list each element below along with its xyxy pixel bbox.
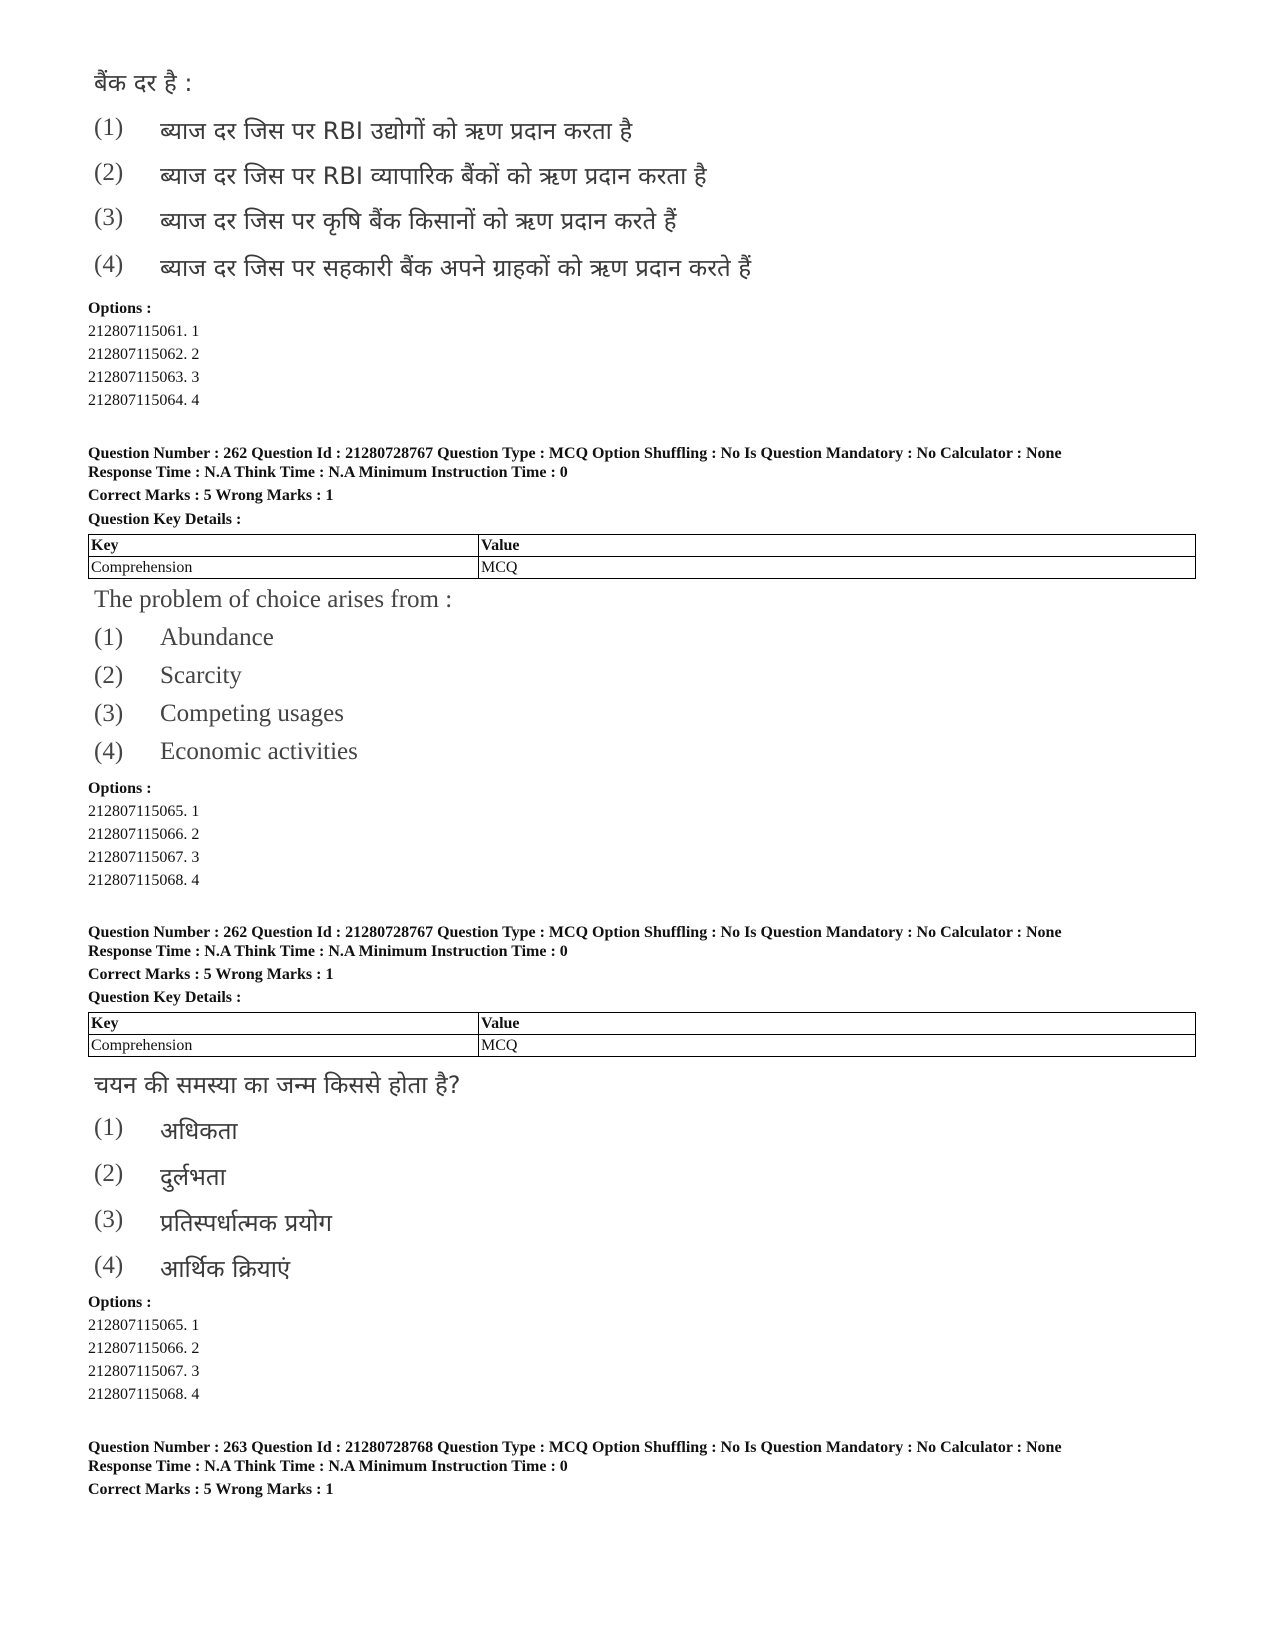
option-number: (4) [94, 251, 124, 278]
question-header-line: Question Number : 263 Question Id : 21280728768 Question Type : MCQ Option Shuffling : No Is Question Mandatory : No Calculator : None [88, 1439, 1062, 1456]
option-text: ब्याज दर जिस पर कृषि बैंक किसानों को ऋण प्रदान करते हैं [160, 207, 677, 235]
key-cell: Comprehension [89, 557, 479, 579]
option-text: आर्थिक क्रियाएं [160, 1255, 291, 1283]
option-text: ब्याज दर जिस पर सहकारी बैंक अपने ग्राहकों को ऋण प्रदान करते हैं [160, 254, 752, 282]
option-number: (3) [94, 204, 124, 231]
options-label: Options : [88, 1294, 152, 1311]
option-id: 212807115067. 3 [88, 849, 200, 866]
table-row [89, 1035, 1196, 1057]
value-header: Value [479, 1013, 1196, 1035]
option-id: 212807115068. 4 [88, 1386, 200, 1403]
option-id: 212807115066. 2 [88, 826, 200, 843]
option-id: 212807115063. 3 [88, 369, 200, 386]
key-details-label: Question Key Details : [88, 511, 242, 528]
option-text: ब्याज दर जिस पर RBI उद्योगों को ऋण प्रदान करता है [160, 117, 633, 145]
option-text: ब्याज दर जिस पर RBI व्यापारिक बैंकों को ऋण प्रदान करता है [160, 162, 707, 190]
option-text: दुर्लभता [160, 1163, 226, 1191]
question-header-line: Question Number : 262 Question Id : 21280728767 Question Type : MCQ Option Shuffling : No Is Question Mandatory : No Calculator : None [88, 924, 1062, 941]
option-number: (4) [94, 1252, 124, 1279]
option-id: 212807115068. 4 [88, 872, 200, 889]
option-number: (2) [94, 1160, 124, 1187]
option-number: (1) [94, 114, 124, 141]
key-header: Key [89, 1013, 479, 1035]
key-cell: Comprehension [89, 1035, 479, 1057]
value-header: Value [479, 535, 1196, 557]
option-text: Abundance [160, 624, 274, 651]
marks-line: Correct Marks : 5 Wrong Marks : 1 [88, 966, 334, 983]
options-label: Options : [88, 300, 152, 317]
option-id: 212807115065. 1 [88, 803, 200, 820]
option-id: 212807115064. 4 [88, 392, 200, 409]
table-row [89, 535, 1196, 557]
key-header: Key [89, 535, 479, 557]
option-number: (1) [94, 624, 124, 651]
question-key-table [88, 534, 1196, 579]
option-text: अधिकता [160, 1117, 238, 1145]
option-number: (4) [94, 738, 124, 765]
question-header-line: Question Number : 262 Question Id : 21280728767 Question Type : MCQ Option Shuffling : No Is Question Mandatory : No Calculator : None [88, 445, 1062, 462]
option-text: प्रतिस्पर्धात्मक प्रयोग [160, 1209, 332, 1237]
question-header-line: Response Time : N.A Think Time : N.A Minimum Instruction Time : 0 [88, 464, 568, 481]
question-title: The problem of choice arises from : [94, 586, 453, 613]
option-id: 212807115061. 1 [88, 323, 200, 340]
option-text: Scarcity [160, 662, 242, 689]
option-id: 212807115066. 2 [88, 1340, 200, 1357]
table-row [89, 557, 1196, 579]
marks-line: Correct Marks : 5 Wrong Marks : 1 [88, 487, 334, 504]
question-title: चयन की समस्या का जन्म किससे होता है? [94, 1071, 461, 1099]
option-id: 212807115067. 3 [88, 1363, 200, 1380]
option-number: (1) [94, 1114, 124, 1141]
option-text: Economic activities [160, 738, 358, 765]
option-text: Competing usages [160, 700, 345, 727]
question-header-line: Response Time : N.A Think Time : N.A Minimum Instruction Time : 0 [88, 1458, 568, 1475]
table-row [89, 1013, 1196, 1035]
marks-line: Correct Marks : 5 Wrong Marks : 1 [88, 1481, 334, 1498]
question-key-table [88, 1012, 1196, 1057]
question-title: बैंक दर है : [94, 69, 193, 97]
value-cell: MCQ [479, 557, 1196, 579]
value-cell: MCQ [479, 1035, 1196, 1057]
option-number: (3) [94, 1206, 124, 1233]
option-id: 212807115065. 1 [88, 1317, 200, 1334]
option-id: 212807115062. 2 [88, 346, 200, 363]
option-number: (2) [94, 159, 124, 186]
option-number: (2) [94, 662, 124, 689]
option-number: (3) [94, 700, 124, 727]
question-header-line: Response Time : N.A Think Time : N.A Minimum Instruction Time : 0 [88, 943, 568, 960]
options-label: Options : [88, 780, 152, 797]
key-details-label: Question Key Details : [88, 989, 242, 1006]
